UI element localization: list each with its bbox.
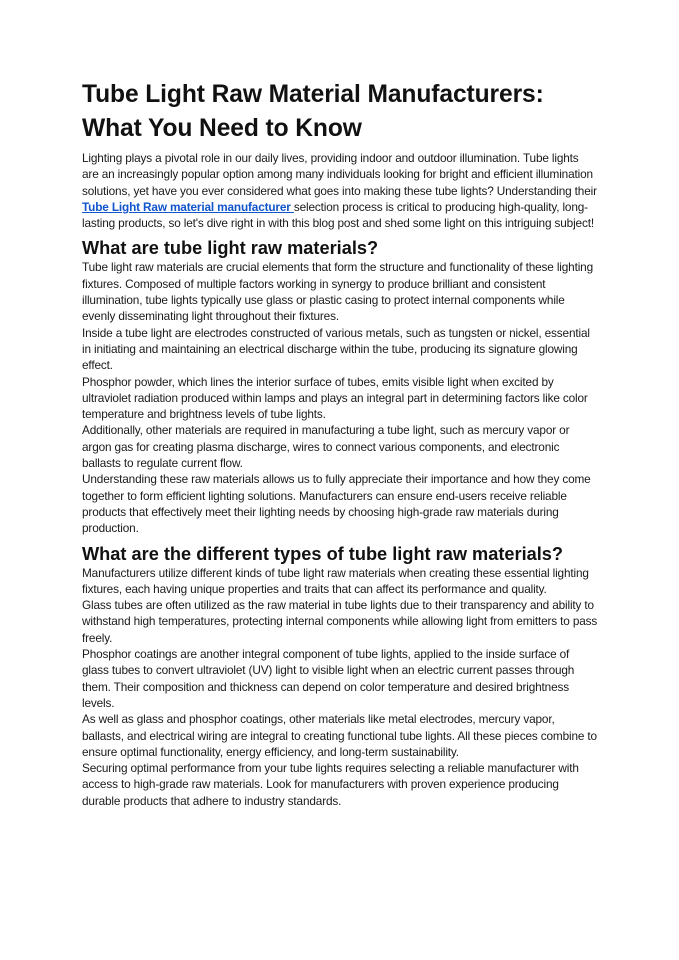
intro-text-after-link: selection process is critical to producing high-quality, long-lasting products, so let's dive right in with this blog post and shed some light on this intriguing subject! [82,199,594,231]
paragraph: Tube light raw materials are crucial elements that form the structure and functionality of these lighting fixtures. Composed of multiple factors working in synergy to produce brilliant and consistent illumination, tube lights typically use glass or plastic casing to protect internal components while evenly disseminating light throughout their fixtures. [82,260,593,324]
paragraph: As well as glass and phosphor coatings, other materials like metal electrodes, mercury vapor, ballasts, and electrical wiring are integral to creating functional tube lights. All these pieces combine to ensure optimal functionality, energy efficiency, and long-term sustainability. [82,712,597,759]
intro-paragraph [82,150,598,231]
paragraph: Phosphor coatings are another integral component of tube lights, applied to the inside surface of glass tubes to convert ultraviolet (UV) light to visible light when an electric current passes through them. Their composition and thickness can depend on color temperature and desired brightness levels. [82,647,575,710]
paragraph: Phosphor powder, which lines the interior surface of tubes, emits visible light when excited by ultraviolet radiation produced within lamps and plays an integral part in determining factors like color temperature and brightness levels of tube lights. [82,374,588,422]
document-page [82,78,598,809]
paragraph: Understanding these raw materials allows us to fully appreciate their importance and how they come together to form efficient lighting solutions. Manufacturers can ensure end-users receive reliable products that effectively meet their lighting needs by choosing high-grade raw materials during production. [82,472,591,536]
section-heading-types: What are the different types of tube light raw materials? [82,543,564,564]
paragraph: Additionally, other materials are required in manufacturing a tube light, such as mercury vapor or argon gas for creating plasma discharge, wires to connect various components, and electronic ballasts to regulate current flow. [82,423,570,471]
section-heading-raw-materials: What are tube light raw materials? [82,238,379,259]
paragraph: Manufacturers utilize different kinds of tube light raw materials when creating these essential lighting fixtures, each having unique properties and traits that can affect its performance and quality. [82,565,589,596]
manufacturer-link[interactable]: Tube Light Raw material manufacturer [82,199,294,214]
intro-text-before-link: Lighting plays a pivotal role in our daily lives, providing indoor and outdoor illumination. Tube lights are an increasingly popular option among many individuals looking for bright and efficient illumination solutions, yet have you ever considered what goes into making these tube lights? Understanding their [82,151,597,198]
paragraph: Securing optimal performance from your tube lights requires selecting a reliable manufacturer with access to high-grade raw materials. Look for manufacturers with proven experience producing durable products that adhere to industry standards. [82,761,579,808]
paragraph: Glass tubes are often utilized as the raw material in tube lights due to their transparency and ability to withstand high temperatures, protecting internal components while allowing light from emitters to pass freely. [82,598,598,645]
paragraph: Inside a tube light are electrodes constructed of various metals, such as tungsten or nickel, essential in initiating and maintaining an electrical discharge within the tube, producing its signature glowing effect. [82,325,590,373]
page-title: Tube Light Raw Material Manufacturers: What You Need to Know [82,81,544,142]
